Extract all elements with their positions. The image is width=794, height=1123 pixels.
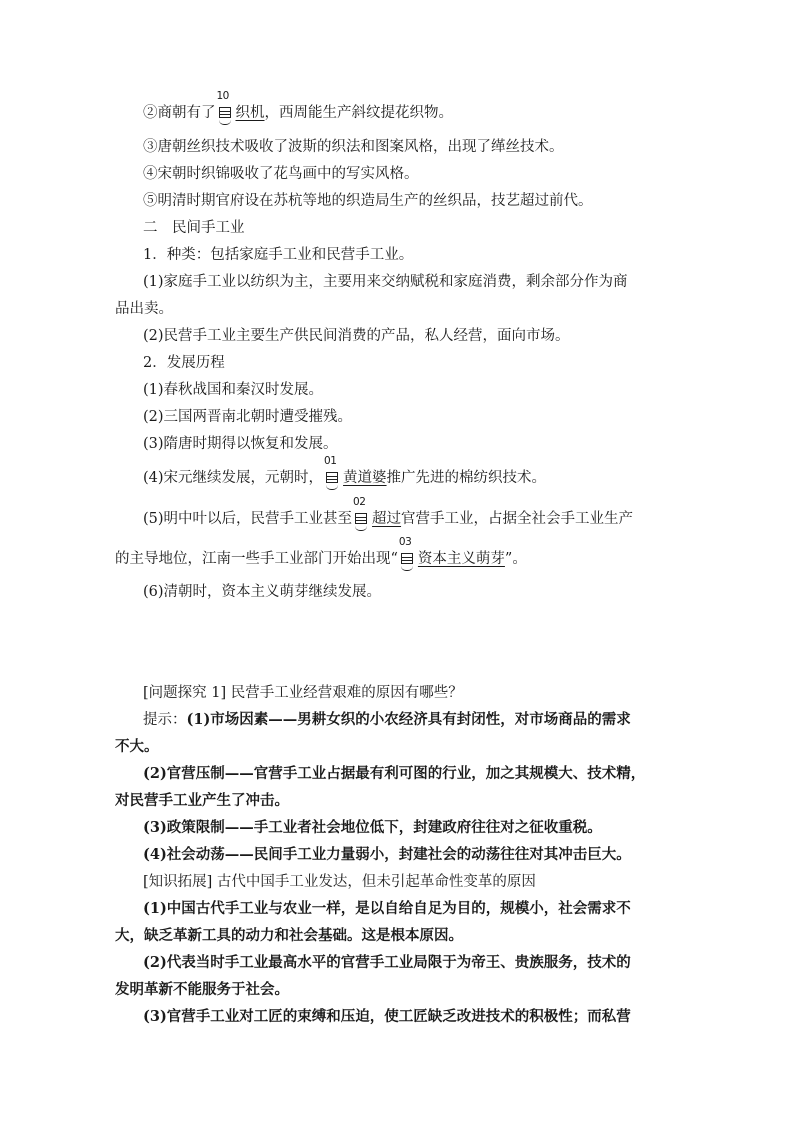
- hint-label: 提示：: [143, 712, 187, 728]
- inquiry-hint-2: (2)官营压制——官营手工业占据最有利可图的行业，加之其规模大、技术精，: [143, 765, 646, 782]
- kind2-line: (2)民营手工业主要生产供民间消费的产品，私人经营，面向市场。: [143, 328, 570, 344]
- inquiry-hint-1-continuation: 不大。: [115, 738, 159, 755]
- blank-number: 03: [398, 536, 412, 548]
- blank-marker-icon: [216, 90, 234, 119]
- process-item-4: [143, 455, 685, 488]
- inquiry-hint-1: [143, 710, 685, 730]
- text-segment: ”。: [504, 551, 527, 567]
- process-item-2: (2)三国两晋南北朝时遭受摧残。: [143, 409, 353, 425]
- fill-answer: 织机: [235, 105, 265, 121]
- hint-text: (1)市场因素——男耕女织的小农经济具有封闭性，对市场商品的需求: [186, 711, 631, 728]
- text-segment: 官营手工业，占据全社会手工业生产: [401, 511, 634, 527]
- kind1-line: (1)家庭手工业以纺织为主，主要用来交纳赋税和家庭消费，剩余部分作为商: [143, 274, 628, 290]
- process-heading: 2．发展历程: [143, 355, 225, 371]
- fill-answer: 资本主义萌芽: [417, 551, 505, 567]
- extension-item-1-continuation: 大，缺乏革新工具的动力和社会基础。这是根本原因。: [115, 927, 463, 944]
- process-item-6: (6)清朝时，资本主义萌芽继续发展。: [143, 584, 382, 600]
- kinds-line: 1．种类：包括家庭手工业和民营手工业。: [143, 247, 414, 263]
- inquiry-hint-2-continuation: 对民营手工业产生了冲击。: [115, 792, 289, 809]
- silk-ming-qing-line: ⑤明清时期官府设在苏杭等地的织造局生产的丝织品，技艺超过前代。: [143, 193, 593, 209]
- inquiry-hint-4: (4)社会动荡——民间手工业力量弱小，封建社会的动荡往往对其冲击巨大。: [143, 846, 631, 863]
- extension-item-1: (1)中国古代手工业与农业一样，是以自给自足为目的，规模小，社会需求不: [143, 900, 631, 917]
- section-heading: 二 民间手工业: [143, 220, 245, 236]
- silk-song-line: ④宋朝时织锦吸收了花鸟画中的写实风格。: [143, 166, 419, 182]
- text-segment: (5)明中叶以后，民营手工业甚至: [143, 511, 353, 527]
- extension-title: [知识拓展] 古代中国手工业发达，但未引起革命性变革的原因: [143, 874, 536, 890]
- extension-item-2: (2)代表当时手工业最高水平的官营手工业局限于为帝王、贵族服务，技术的: [143, 954, 631, 971]
- blank-marker-icon: [398, 536, 416, 565]
- kind1-continuation: 品出卖。: [115, 301, 173, 317]
- text-segment: (4)宋元继续发展，元朝时，: [143, 470, 324, 486]
- blank-marker-icon: [324, 455, 341, 484]
- text-segment: ，西周能生产斜纹提花织物。: [264, 105, 453, 121]
- process-item-1: (1)春秋战国和秦汉时发展。: [143, 382, 324, 398]
- blank-number: 02: [353, 496, 366, 508]
- blank-marker-icon: [353, 496, 370, 525]
- blank-number: 10: [216, 90, 229, 102]
- text-segment: 的主导地位，江南一些手工业部门开始出现“: [115, 551, 398, 567]
- process-item-5-continuation: [115, 536, 685, 569]
- silk-tang-line: ③唐朝丝织技术吸收了波斯的织法和图案风格，出现了缂丝技术。: [143, 139, 564, 155]
- fill-answer: 黄道婆: [343, 470, 387, 486]
- text-segment: 推广先进的棉纺织技术。: [386, 470, 547, 486]
- extension-item-2-continuation: 发明革新不能服务于社会。: [115, 981, 289, 998]
- inquiry-title: [问题探究 1] 民营手工业经营艰难的原因有哪些？: [143, 685, 463, 701]
- process-item-5: [143, 496, 685, 529]
- text-segment: ②商朝有了: [143, 105, 216, 121]
- fill-answer: 超过: [372, 511, 402, 527]
- extension-item-3: (3)官营手工业对工匠的束缚和压迫，使工匠缺乏改进技术的积极性；而私营: [143, 1008, 631, 1025]
- silk-shang-line: [143, 90, 685, 123]
- inquiry-hint-3: (3)政策限制——手工业者社会地位低下，封建政府往往对之征收重税。: [143, 819, 602, 836]
- process-item-3: (3)隋唐时期得以恢复和发展。: [143, 436, 338, 452]
- blank-number: 01: [324, 455, 337, 467]
